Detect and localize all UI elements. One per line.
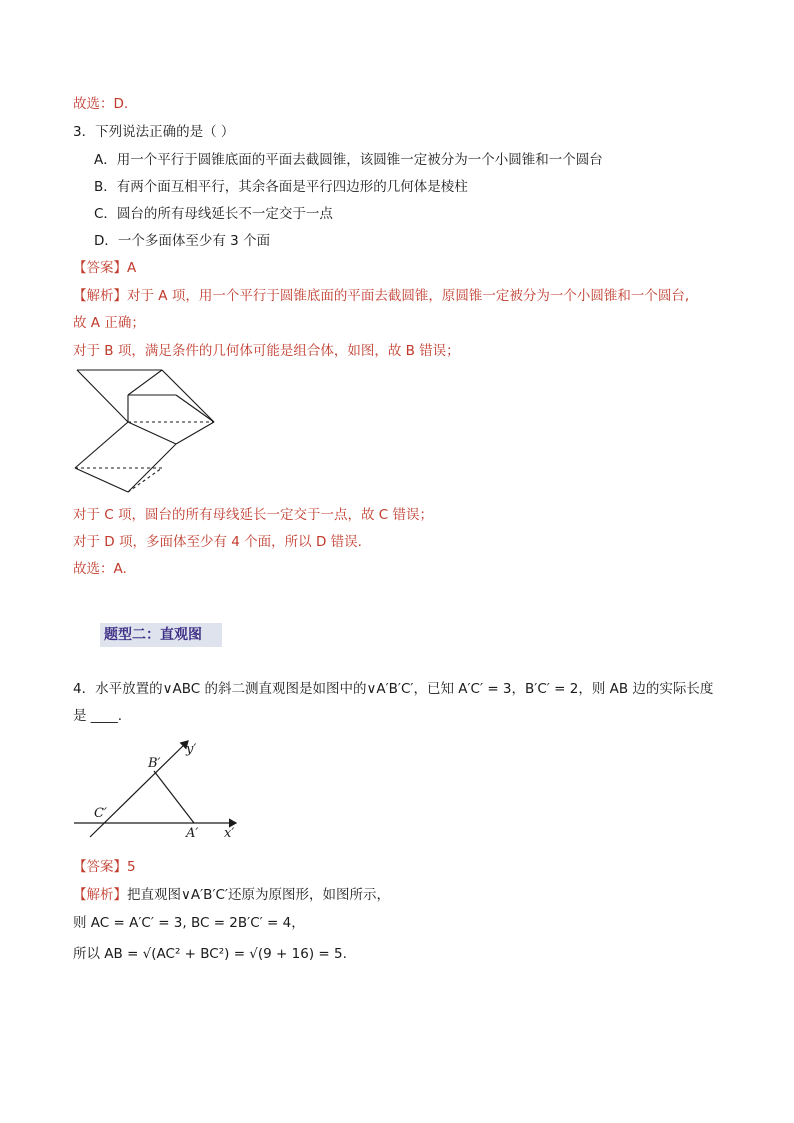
answer-tag: 【答案】 <box>73 260 127 276</box>
q3-analysis-line-5: 对于 D 项，多面体至少有 4 个面，所以 D 错误. <box>73 534 362 550</box>
prev-answer: 故选：D. <box>73 96 129 112</box>
analysis-text: 把直观图∨A′B′C′还原为原图形，如图所示， <box>127 887 390 903</box>
q3-option-d: D．一个多面体至少有 3 个面 <box>94 233 271 249</box>
q3-analysis-line-3: 对于 B 项，满足条件的几何体可能是组合体，如图，故 B 错误； <box>73 343 460 359</box>
q3-option-a: A．用一个平行于圆锥底面的平面去截圆锥，该圆锥一定被分为一个小圆锥和一个圆台 <box>94 152 603 168</box>
analysis-tag: 【解析】 <box>73 887 127 903</box>
q3-analysis-line-6: 故选：A. <box>73 561 127 577</box>
composite-solid-figure <box>70 364 230 504</box>
q3-stem: 3．下列说法正确的是（ ） <box>73 124 235 140</box>
q4-analysis-line-1 <box>73 885 390 905</box>
answer-value: 5 <box>127 859 136 875</box>
analysis-tag: 【解析】 <box>73 288 127 304</box>
q4-answer <box>73 857 136 877</box>
q3-analysis-line-4: 对于 C 项，圆台的所有母线延长一定交于一点，故 C 错误； <box>73 507 434 523</box>
q3-option-c: C．圆台的所有母线延长不一定交于一点 <box>94 206 333 222</box>
oblique-projection-figure <box>70 735 250 845</box>
q3-option-b: B．有两个面互相平行，其余各面是平行四边形的几何体是棱柱 <box>94 179 468 195</box>
label-b-prime: B′ <box>148 756 161 771</box>
answer-tag: 【答案】 <box>73 859 127 875</box>
section-title: 题型二：直观图 <box>100 623 222 647</box>
q4-analysis-line-2: 则 AC = A′C′ = 3, BC = 2B′C′ = 4， <box>73 915 305 931</box>
answer-value: A <box>127 260 137 276</box>
q3-analysis-line-1 <box>73 286 689 306</box>
label-c-prime: C′ <box>94 806 107 821</box>
q3-answer <box>73 258 136 278</box>
label-y-prime: y′ <box>186 742 197 757</box>
q4-analysis-line-3: 所以 AB = √(AC² + BC²) = √(9 + 16) = 5. <box>73 946 347 962</box>
label-a-prime: A′ <box>186 826 199 841</box>
q4-stem-line-2: 是 ____. <box>73 708 123 724</box>
analysis-text: 对于 A 项，用一个平行于圆锥底面的平面去截圆锥，原圆锥一定被分为一个小圆锥和一个圆台, <box>127 288 690 304</box>
q4-stem-line-1: 4．水平放置的∨ABC 的斜二测直观图是如图中的∨A′B′C′，已知 A′C′ = 3，B′C′ = 2，则 AB 边的实际长度 <box>73 681 714 697</box>
label-x-prime: x′ <box>224 826 235 841</box>
q3-analysis-line-2: 故 A 正确； <box>73 315 145 331</box>
